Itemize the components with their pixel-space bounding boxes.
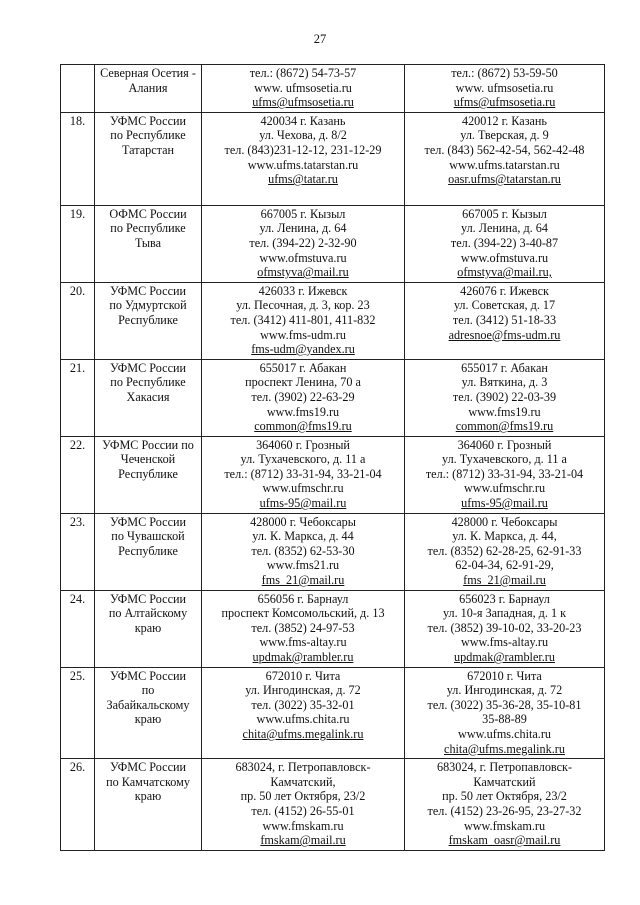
- address-line: Камчатский: [473, 774, 536, 789]
- email-line: ofmstyva@mail.ru: [257, 265, 349, 280]
- office-name-line: Северная Осетия -: [100, 66, 196, 80]
- office-name-cell: [95, 359, 202, 436]
- address-line: тел. (3902) 22-03-39: [452, 389, 557, 404]
- address-line: 656023 г. Барнаул: [459, 591, 550, 606]
- address-line: 672010 г. Чита: [467, 668, 542, 683]
- office-name-cell: [95, 205, 202, 282]
- address-line: www.ofmstuva.ru: [460, 250, 549, 265]
- registration-address-cell: [405, 436, 605, 513]
- address-line: www. ufmsosetia.ru: [254, 80, 352, 95]
- office-name-line: Республике: [118, 312, 178, 327]
- main-address-cell: [202, 513, 405, 590]
- row-number: 22.: [61, 436, 95, 513]
- address-line: тел. (8352) 62-53-30: [251, 543, 355, 558]
- address-line: 428000 г. Чебоксары: [451, 514, 558, 529]
- address-line: ул. Ленина, д. 64: [461, 221, 548, 236]
- office-name-line: УФМС России: [109, 760, 187, 775]
- office-name-line: Алания: [128, 80, 168, 95]
- address-line: ул. Тухачевского, д. 11 а: [240, 452, 366, 467]
- office-name-line: по Чувашской: [111, 529, 185, 544]
- registration-address-cell: [405, 359, 605, 436]
- address-line: тел. (3412) 411-801, 411-832: [230, 312, 376, 327]
- address-line: 426033 г. Ижевск: [258, 283, 348, 298]
- registration-address-cell: [405, 65, 605, 113]
- office-name-cell: [95, 759, 202, 851]
- office-name-line: Чеченской: [120, 452, 176, 467]
- main-address-cell: [202, 667, 405, 759]
- row-number: [61, 65, 95, 113]
- registration-address-cell: [405, 112, 605, 205]
- email-line: fms_21@mail.ru: [261, 573, 345, 588]
- office-name-line: краю: [134, 620, 162, 635]
- row-number: 26.: [61, 759, 95, 851]
- address-line: тел.: (8712) 33-31-94, 33-21-04: [425, 466, 584, 481]
- registration-address-cell: [405, 205, 605, 282]
- address-line: тел. (394-22) 3-40-87: [450, 235, 559, 250]
- email-line: chita@ufms.megalink.ru: [444, 741, 565, 756]
- office-name-line: УФМС России: [109, 360, 187, 375]
- address-line: тел. (3412) 51-18-33: [452, 312, 557, 327]
- office-name-cell: [95, 282, 202, 359]
- address-line: тел.: (8712) 33-31-94, 33-21-04: [224, 466, 382, 481]
- address-line: 428000 г. Чебоксары: [250, 514, 356, 529]
- address-line: 683024, г. Петропавловск-: [235, 760, 371, 775]
- address-line: ул. Вяткина, д. 3: [461, 375, 548, 390]
- office-name-cell: [95, 112, 202, 205]
- row-number: 23.: [61, 513, 95, 590]
- email-line: updmak@rambler.ru: [454, 650, 555, 664]
- row-number: 24.: [61, 590, 95, 667]
- address-line: ул. Ингодинская, д. 72: [446, 683, 563, 698]
- main-address-cell: [202, 205, 405, 282]
- email-line: common@fms19.ru: [455, 419, 554, 434]
- address-line: тел. (3852) 39-10-02, 33-20-23: [427, 620, 582, 635]
- office-name-line: по Республике: [110, 221, 186, 236]
- office-name-line: по Удмуртской: [109, 298, 187, 313]
- address-line: тел.: (8672) 53-59-50: [451, 66, 558, 80]
- address-line: тел. (843) 562-42-54, 562-42-48: [424, 142, 585, 157]
- address-line: 667005 г. Кызыл: [462, 206, 547, 221]
- email-line: ufms-95@mail.ru: [259, 496, 347, 511]
- address-line: www.ufms.tatarstan.ru: [247, 157, 359, 172]
- office-name-line: Республике: [118, 466, 178, 481]
- address-line: 672010 г. Чита: [265, 668, 341, 683]
- address-line: проспект Ленина, 70 а: [245, 375, 361, 390]
- office-name-line: ОФМС России: [109, 206, 187, 221]
- address-line: 426076 г. Ижевск: [460, 283, 549, 298]
- address-line: www.fms-altay.ru: [460, 635, 549, 650]
- address-line: тел. (4152) 26-55-01: [251, 803, 355, 818]
- address-line: www.ofmstuva.ru: [259, 250, 347, 265]
- office-name-line: УФМС России: [109, 283, 187, 298]
- email-line: common@fms19.ru: [254, 419, 352, 434]
- address-line: 655017 г. Абакан: [461, 360, 548, 375]
- email-line: fmskam@mail.ru: [260, 833, 346, 848]
- office-name-line: УФМС России: [109, 113, 187, 128]
- address-line: www.fms19.ru: [468, 404, 541, 419]
- main-address-cell: [202, 112, 405, 205]
- address-line: ул. Ленина, д. 64: [259, 221, 347, 236]
- office-name-line: Хакасия: [126, 389, 170, 404]
- email-line: adresnoe@fms-udm.ru: [448, 327, 561, 342]
- address-line: www.fms19.ru: [266, 404, 340, 419]
- email-line: ufms@tatar.ru: [268, 172, 338, 187]
- registration-address-cell: [405, 282, 605, 359]
- contacts-table: [60, 64, 605, 851]
- office-name-cell: [95, 590, 202, 667]
- office-name-line: УФМС России: [109, 514, 187, 529]
- address-line: тел. (8352) 62-28-25, 62-91-33: [427, 543, 582, 558]
- office-name-line: по Камчатскому: [106, 774, 190, 789]
- address-line: тел.: (8672) 54-73-57: [249, 66, 357, 80]
- address-line: ул. 10-я Западная, д. 1 к: [442, 606, 567, 621]
- address-line: Камчатский,: [270, 774, 336, 789]
- table-row: [61, 205, 605, 282]
- address-line: 364060 г. Грозный: [256, 437, 350, 452]
- address-line: тел. (3022) 35-32-01: [251, 697, 355, 712]
- address-line: ул. Песочная, д. 3, кор. 23: [236, 298, 370, 313]
- office-name-line: Республике: [118, 543, 178, 558]
- page-number: 27: [313, 32, 327, 46]
- email-line: chita@ufms.megalink.ru: [242, 726, 364, 741]
- office-name-line: Забайкальскому: [106, 697, 190, 712]
- office-name-line: УФМС России по: [102, 437, 194, 452]
- address-line: ул. Тверская, д. 9: [460, 128, 549, 143]
- table-row: [61, 759, 605, 851]
- email-line: fms_21@mail.ru: [463, 573, 546, 588]
- office-name-line: по Алтайскому: [108, 606, 188, 621]
- main-address-cell: [202, 436, 405, 513]
- address-line: ул. Чехова, д. 8/2: [259, 128, 347, 143]
- address-line: ул. Советская, д. 17: [453, 298, 556, 313]
- address-line: пр. 50 лет Октября, 23/2: [442, 789, 567, 804]
- address-line: www. ufmsosetia.ru: [455, 80, 554, 95]
- row-number: 25.: [61, 667, 95, 759]
- address-line: 683024, г. Петропавловск-: [436, 760, 573, 775]
- email-line: ufms-95@mail.ru: [461, 496, 548, 511]
- address-line: www.ufms.tatarstan.ru: [449, 157, 560, 172]
- email-line: fmskam_oasr@mail.ru: [448, 833, 561, 848]
- address-line: www.ufms.chita.ru: [458, 726, 551, 741]
- email-line: updmak@rambler.ru: [252, 650, 354, 664]
- registration-address-cell: [405, 513, 605, 590]
- table-row: [61, 667, 605, 759]
- address-line: ул. К. Маркса, д. 44,: [452, 529, 557, 544]
- office-name-cell: [95, 513, 202, 590]
- row-number: 20.: [61, 282, 95, 359]
- table-row: [61, 513, 605, 590]
- main-address-cell: [202, 65, 405, 113]
- address-line: 656056 г. Барнаул: [257, 591, 349, 606]
- office-name-line: краю: [134, 789, 162, 804]
- address-line: 364060 г. Грозный: [457, 437, 552, 452]
- email-line: oasr.ufms@tatarstan.ru: [448, 172, 561, 187]
- address-line: www.fmskam.ru: [463, 818, 546, 833]
- row-number: 21.: [61, 359, 95, 436]
- office-name-cell: [95, 65, 202, 113]
- table-row: [61, 359, 605, 436]
- office-name-line: УФМС России: [109, 591, 187, 606]
- table-row: [61, 436, 605, 513]
- address-line: www.fms-altay.ru: [259, 635, 347, 650]
- main-address-cell: [202, 759, 405, 851]
- email-line: ufms@ufmsosetia.ru: [453, 95, 556, 110]
- address-line: www.fms21.ru: [266, 558, 340, 573]
- address-line: ул. К. Маркса, д. 44: [252, 529, 354, 544]
- main-address-cell: [202, 359, 405, 436]
- registration-address-cell: [405, 759, 605, 851]
- email-line: ufms@ufmsosetia.ru: [252, 95, 354, 110]
- address-line: проспект Комсомольский, д. 13: [221, 606, 385, 621]
- email-line: ofmstyva@mail.ru,: [457, 265, 552, 280]
- address-line: тел. (4152) 23-26-95, 23-27-32: [427, 803, 582, 818]
- address-line: тел. (3022) 35-36-28, 35-10-81: [427, 697, 582, 712]
- main-address-cell: [202, 282, 405, 359]
- office-name-cell: [95, 667, 202, 759]
- address-line: 655017 г. Абакан: [259, 360, 347, 375]
- address-line: тел. (394-22) 2-32-90: [249, 235, 357, 250]
- address-line: ул. Ингодинская, д. 72: [245, 683, 361, 698]
- address-line: www.fms-udm.ru: [260, 327, 346, 342]
- address-line: тел. (3852) 24-97-53: [251, 620, 355, 635]
- office-name-line: краю: [134, 712, 162, 727]
- office-name-line: Татарстан: [121, 142, 175, 157]
- table-row: [61, 112, 605, 205]
- registration-address-cell: [405, 667, 605, 759]
- address-line: www.ufmschr.ru: [262, 481, 344, 496]
- address-line: 420034 г. Казань: [260, 113, 346, 128]
- office-name-line: по: [141, 683, 155, 698]
- email-line: fms-udm@yandex.ru: [251, 342, 355, 357]
- office-name-line: по Республике: [110, 375, 186, 390]
- address-line: 420012 г. Казань: [461, 113, 547, 128]
- address-line: 35-88-89: [482, 712, 527, 727]
- office-name-line: Тыва: [134, 235, 162, 250]
- table-row: [61, 282, 605, 359]
- address-line: ул. Тухачевского, д. 11 а: [442, 452, 567, 467]
- registration-address-cell: [405, 590, 605, 667]
- address-line: тел. (843)231-12-12, 231-12-29: [224, 142, 382, 157]
- address-line: www.fmskam.ru: [262, 818, 344, 833]
- office-name-line: УФМС России: [109, 668, 187, 683]
- row-number: 18.: [61, 112, 95, 205]
- address-line: тел. (3902) 22-63-29: [251, 389, 355, 404]
- office-name-cell: [95, 436, 202, 513]
- address-line: пр. 50 лет Октября, 23/2: [240, 789, 366, 804]
- address-line: 667005 г. Кызыл: [260, 206, 346, 221]
- address-line: www.ufms.chita.ru: [256, 712, 350, 727]
- main-address-cell: [202, 590, 405, 667]
- office-name-line: по Республике: [110, 128, 186, 143]
- address-line: 62-04-34, 62-91-29,: [455, 558, 554, 573]
- table-row: [61, 65, 605, 113]
- table-row: [61, 590, 605, 667]
- address-line: www.ufmschr.ru: [463, 481, 546, 496]
- row-number: 19.: [61, 205, 95, 282]
